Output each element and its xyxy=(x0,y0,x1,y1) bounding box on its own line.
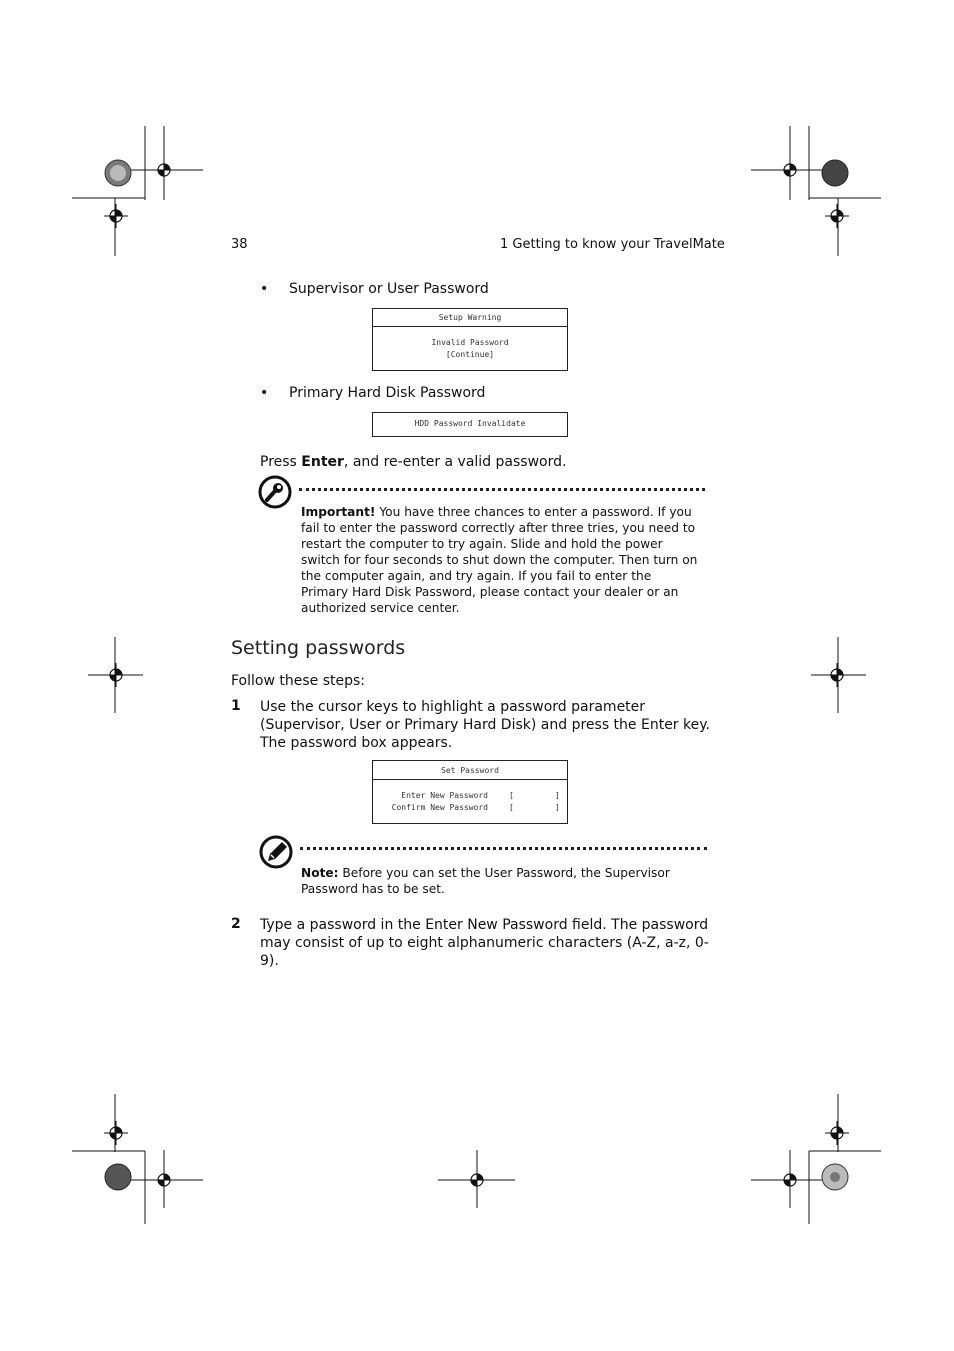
bullet-supervisor-password: Supervisor or User Password xyxy=(289,281,489,297)
chapter-title: 1 Getting to know your TravelMate xyxy=(500,237,725,252)
note-text: Before you can set the User Password, the Supervisor Password has to be set. xyxy=(301,866,670,896)
section-heading: Setting passwords xyxy=(231,637,406,659)
crop-mark-bottom-center xyxy=(438,1150,515,1208)
press-text: Press xyxy=(260,454,302,470)
reenter-text: , and re-enter a valid password. xyxy=(343,454,567,470)
note xyxy=(301,865,701,897)
enter-new-password-label: Enter New Password xyxy=(401,791,488,800)
screen-divider xyxy=(373,326,567,327)
bullet-marker: • xyxy=(260,281,269,297)
hdd-password-invalidate-text: HDD Password Invalidate xyxy=(414,419,526,428)
setup-warning-title: Setup Warning xyxy=(438,313,502,322)
screen-divider xyxy=(373,779,567,780)
page-number: 38 xyxy=(231,237,248,252)
crop-mark-top-right xyxy=(751,126,881,256)
wrench-icon xyxy=(258,475,292,509)
important-divider xyxy=(299,488,705,491)
enter-password-bracket-close: ] xyxy=(555,791,560,800)
bullet-primary-hdd-password: Primary Hard Disk Password xyxy=(289,385,486,401)
pencil-icon xyxy=(258,834,294,870)
continue-option: [Continue] xyxy=(445,350,495,359)
step-number: 2 xyxy=(231,916,241,932)
important-note xyxy=(301,504,701,616)
crop-mark-mid-left xyxy=(88,637,143,713)
crop-mark-top-left xyxy=(72,126,203,256)
note-label: Note: xyxy=(301,866,339,880)
bullet-marker: • xyxy=(260,385,269,401)
steps-intro: Follow these steps: xyxy=(231,673,365,689)
confirm-new-password-label: Confirm New Password xyxy=(391,803,488,812)
enter-password-bracket-open: [ xyxy=(509,791,514,800)
enter-key-label: Enter xyxy=(301,454,344,470)
set-password-title: Set Password xyxy=(441,766,499,775)
confirm-password-bracket-close: ] xyxy=(555,803,560,812)
crop-mark-bottom-left xyxy=(72,1094,203,1224)
press-enter-instruction xyxy=(260,453,566,471)
invalid-password-text: Invalid Password xyxy=(431,338,509,347)
important-text: You have three chances to enter a password. If you fail to enter the password correctly after three tries, you need to restart the computer to try again. Slide and hold the power switch for four seconds to shut down the computer. Then turn on the computer again, and try again. If you fail to enter the Primary Hard Disk Password, please contact your dealer or an authorized service center. xyxy=(301,505,698,615)
step-text: Use the cursor keys to highlight a password parameter (Supervisor, User or Primary Hard Disk) and press the Enter key. The password box appears. xyxy=(260,699,710,751)
confirm-password-bracket-open: [ xyxy=(509,803,514,812)
set-password-screen xyxy=(372,760,568,824)
setup-warning-screen xyxy=(372,308,568,371)
hdd-password-screen xyxy=(372,412,568,437)
step-text: Type a password in the Enter New Password field. The password may consist of up to eight alphanumeric characters (A-Z, a-z, 0-9). xyxy=(260,917,709,969)
crop-mark-bottom-right xyxy=(751,1094,881,1224)
crop-mark-mid-right xyxy=(811,637,866,713)
note-divider xyxy=(300,847,707,850)
important-label: Important! xyxy=(301,505,376,519)
step-number: 1 xyxy=(231,698,241,714)
